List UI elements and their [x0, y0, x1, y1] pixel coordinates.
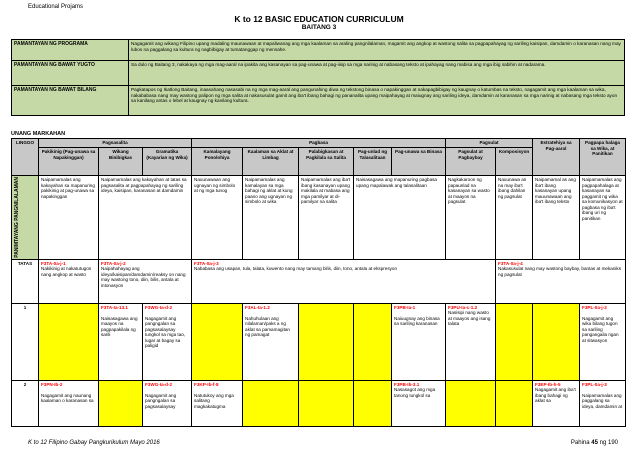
competency-cell — [192, 380, 243, 426]
competency-text: Naipahahayag ang ideya/kaisipan/damdamin/reaksy on nang may wastong tono, diin, bilis, antala at intonasyon — [101, 266, 186, 288]
competency-text: Natutukoy ang mga salitang magkakatugma — [194, 392, 234, 409]
tatas-row — [12, 259, 626, 303]
standard-label: PAMANTAYAN NG PROGRAMA — [12, 40, 129, 61]
subheader: Palabigkasan at Pagkilala sa Salita — [299, 148, 354, 176]
subheader: Komposisyon — [496, 148, 533, 176]
document-title: K to 12 BASIC EDUCATION CURRICULUM — [234, 14, 404, 24]
curriculum-grid — [11, 138, 626, 427]
competency-cell — [143, 380, 192, 426]
empty-cell — [192, 303, 243, 380]
competency-cell — [392, 380, 446, 426]
pn-cell: Naipamamalas ang kakayahan sa mapanuring pakikinig at pag-unawa sa napakinggan — [39, 176, 99, 260]
competency-code: F3WG-Ia-d-2 — [145, 381, 173, 387]
competency-code: F3TA-0a-j-2 — [101, 260, 126, 266]
tatas-cell — [39, 259, 99, 303]
empty-cell — [39, 303, 99, 380]
standard-row — [12, 86, 625, 116]
quarter-label: UNANG MARKAHAN — [11, 131, 66, 137]
empty-cell — [354, 380, 392, 426]
tatas-label: TATAS — [12, 259, 39, 303]
standard-label: PAMANTAYAN NG BAWAT YUGTO — [12, 61, 129, 86]
competency-cell — [580, 303, 626, 380]
competency-text: Nagagamit ang iba't ibang bahagi ng aklat sa — [535, 387, 576, 404]
week-number: 2 — [12, 380, 39, 426]
competency-text: Naisasagawa ang maayos na pagpapakilala ng sarili — [101, 315, 138, 338]
competency-text: Nagagamit ang naunang kaalaman o karanasan sa — [41, 392, 94, 404]
footer-title: K to 12 Filipino Gabay Pangkurikulum Mayo 2016 — [28, 440, 160, 446]
subheader: Wikang Binibigkas — [99, 148, 143, 176]
week-row — [12, 303, 626, 380]
competency-code: F3TA-0a-j-3 — [194, 260, 219, 266]
empty-cell — [533, 303, 580, 380]
week-number: 1 — [12, 303, 39, 380]
empty-cell — [446, 380, 496, 426]
tatas-cell — [99, 259, 192, 303]
standard-label: PAMANTAYAN NG BAWAT BILANG — [12, 86, 129, 116]
subheader: Gramatika (Kayarian ng Wika) — [143, 148, 192, 176]
side-label-cell — [12, 176, 39, 260]
competency-text: Nakasusulat nang may wastong baybay, bantas at mekaniks ng pagsulat — [498, 266, 622, 277]
group-header: Pagpapa halaga sa Wika, at Panitikan — [580, 139, 626, 176]
competency-code: F3PU-Ia-c-1.2 — [448, 304, 478, 310]
empty-cell — [99, 380, 143, 426]
competency-code: F3PB-Ib-3.1 — [394, 381, 420, 387]
competency-cell — [446, 303, 496, 380]
competency-code: F3PB-Ia-1 — [394, 304, 416, 310]
subheader: Kaalaman sa Aklat at Limbag — [243, 148, 299, 176]
competency-text: Nasisipi nang wasto at maayos ang isang talata — [448, 310, 491, 327]
competency-cell — [580, 380, 626, 426]
page-number — [571, 440, 618, 446]
page-total: ng 190 — [599, 440, 618, 446]
tatas-cell — [192, 259, 496, 303]
standard-row — [12, 61, 625, 86]
competency-code: F3PL-0a-j-3 — [582, 381, 607, 387]
subheader: Pag-unlad ng Talasalitaan — [354, 148, 392, 176]
competency-cell — [533, 380, 580, 426]
competency-code: F3TA-Ia-13.1 — [101, 304, 128, 310]
pn-cell: Naipamamalas ang kakayahan at tatas sa pagsasalita at pagpapahayag ng sariling ideya, kaisipan, karanasan at damdamin — [99, 176, 192, 260]
pn-cell: Nauunawa an na may iba't ibang dahilan ng pagsulat — [496, 176, 533, 260]
pn-cell: Naipamamalas ang iba't ibang kasanayan upang makilala at mabasa ang mga pamilyar at di-pamilyar na salita — [299, 176, 354, 260]
competency-code: F3TA-0a-j-4 — [498, 260, 523, 266]
subheader: Pag-unawa sa Binasa — [392, 148, 446, 176]
page-current: 45 — [591, 440, 598, 446]
competency-cell — [143, 303, 192, 380]
competency-text: Nakikinig at nakatutugon nang angkop at wasto — [41, 266, 92, 277]
subheader: Pagsulat at Pagbaybay — [446, 148, 496, 176]
pn-cell: Naipamamalas ang kamalayan sa mga bahagi ng aklat at kung paano ang ugnayan ng simbolo at wika — [243, 176, 299, 260]
standard-row — [12, 40, 625, 61]
competency-text: Nasasagot ang mga tanong tungkol sa — [394, 387, 436, 398]
competency-cell — [39, 380, 99, 426]
competency-text: Naipamamalas ang paggalang sa ideya, damdamin at — [582, 392, 623, 409]
competency-cell — [392, 303, 446, 380]
group-header-row — [12, 139, 626, 148]
competency-text: Nagagamit ang pangngalan sa pagsasalaysay tungkol sa mga tao, lugar at bagay sa paligid — [145, 315, 186, 349]
competency-code: F3PL-0a-j-2 — [582, 304, 607, 310]
week-row — [12, 380, 626, 426]
competency-code: F3EP-Ib-h-5 — [535, 381, 561, 387]
standard-text: Pagkatapos ng Ikatlong Baitang, inaasahang nasasabi na ng mga mag-aaral ang pangunahing diwa ng tekstong binasa o napakinggan at nakapagbibigay ng kaugnay o katumbas na teksto, nagagamit ang mga kaalaman sa wika, nakababasa nang may wastong palipon ng mga salita at nakasusulat gamit ang iba't ibang bahagi ng pananalita upang maipahayag at maiugnay ang sariling ideya, damdamin at karanasan sa mga narinig at nabasang mga teksto ayon sa kanilang antas o lebel at kaugnay ng kanilang kultura. — [129, 86, 625, 116]
competency-cell — [99, 303, 143, 380]
competency-text: Nagagamit ang wika bilang tugon sa sariling pangangaila ngan at sitwasyon — [582, 315, 619, 343]
content-standards-row — [12, 176, 626, 260]
pn-cell: Nagkakaroon ng papaunlad na kasanayan sa wasto at maayos na pagsulat — [446, 176, 496, 260]
page-prefix: Pahina — [570, 440, 590, 446]
competency-text: Naiuugnay ang binasa sa sariling karanasan — [394, 315, 440, 327]
competency-code: F3AL-Ia-1.2 — [245, 304, 270, 310]
empty-cell — [496, 303, 533, 380]
header-org: Educational Projams — [28, 4, 84, 10]
group-header: Pagsasalita — [39, 139, 192, 148]
competency-text: Nahuhulaan ang nilalaman/paks a ng aklat sa pamamagitan ng pamagat — [245, 315, 290, 338]
competency-text: Nagagamit ang pangngalan sa pagsasalaysay — [145, 392, 177, 409]
pn-cell: Naisasagawa ang mapanuring pagbasa upang mapalawak ang talasalitaan — [354, 176, 446, 260]
empty-cell — [243, 380, 299, 426]
subheader: Pakikinig (Pag-unawa sa Napakinggan) — [39, 148, 99, 176]
standard-text: Nagagamit ang wikang Filipino upang madaling maunawaan at mapaliwanag ang mga kaalaman sa araling pangnilalaman, magamit ang angkop at wastong salita sa pagpapahayag ng sariling kaisipan, damdamin o karanasan nang may lubos na paggalang sa kultura ng nagbibigay at tumatanggap ng mensahe. — [129, 40, 625, 61]
pn-cell: Naipamamalas ang pagpapahalaga at kasanayan sa paggamit ng wika sa komunikasyon at pagbasa ng iba't ibang uri ng panitikan — [580, 176, 626, 260]
group-header: Estratehiya sa Pag-aaral — [533, 139, 580, 176]
linggo-header: LINGGO — [12, 139, 39, 176]
standards-table — [11, 39, 625, 116]
competency-cell — [243, 303, 299, 380]
side-label: PANIMTAYANG PANGNILALAMAN — [14, 177, 20, 258]
competency-code: F3PN-Ib-2 — [41, 381, 63, 387]
subheader: Kamalayang Ponolohiya — [192, 148, 243, 176]
group-header: Pagsulat — [446, 139, 533, 148]
empty-cell — [299, 303, 354, 380]
group-header: Pagbasa — [192, 139, 446, 148]
pn-cell: Naipamamal as ang iba't ibang kasanayan upang mauunawaan ang iba't ibang teksto — [533, 176, 580, 260]
competency-code: F3KP-Ib-f-8 — [194, 381, 219, 387]
competency-text: Nababasa ang usapan, tula, talata, kuwento nang may tamang bilis, diin, tono, antala at ekspresyon — [194, 266, 398, 272]
empty-cell — [496, 380, 533, 426]
empty-cell — [354, 303, 392, 380]
standard-text: Sa dulo ng Baitang 3, nakakaya ng mga mag-aaral na ipakita ang kasanayan sa pag-unawa at pag-iisip sa mga narinig at nabasang teksto at ipahayag nang mabisa ang mga ibig sabihin at nadarama. — [129, 61, 625, 86]
competency-code: F3TA-0a-j-1 — [41, 260, 66, 266]
grade-label: BAITANG 3 — [301, 24, 337, 31]
tatas-cell — [496, 259, 626, 303]
pn-cell: Nauunawaan ang ugnayan ng simbolo at ng mga tunog — [192, 176, 243, 260]
competency-code: F3WG-Ia-d-2 — [145, 304, 173, 310]
empty-cell — [299, 380, 354, 426]
